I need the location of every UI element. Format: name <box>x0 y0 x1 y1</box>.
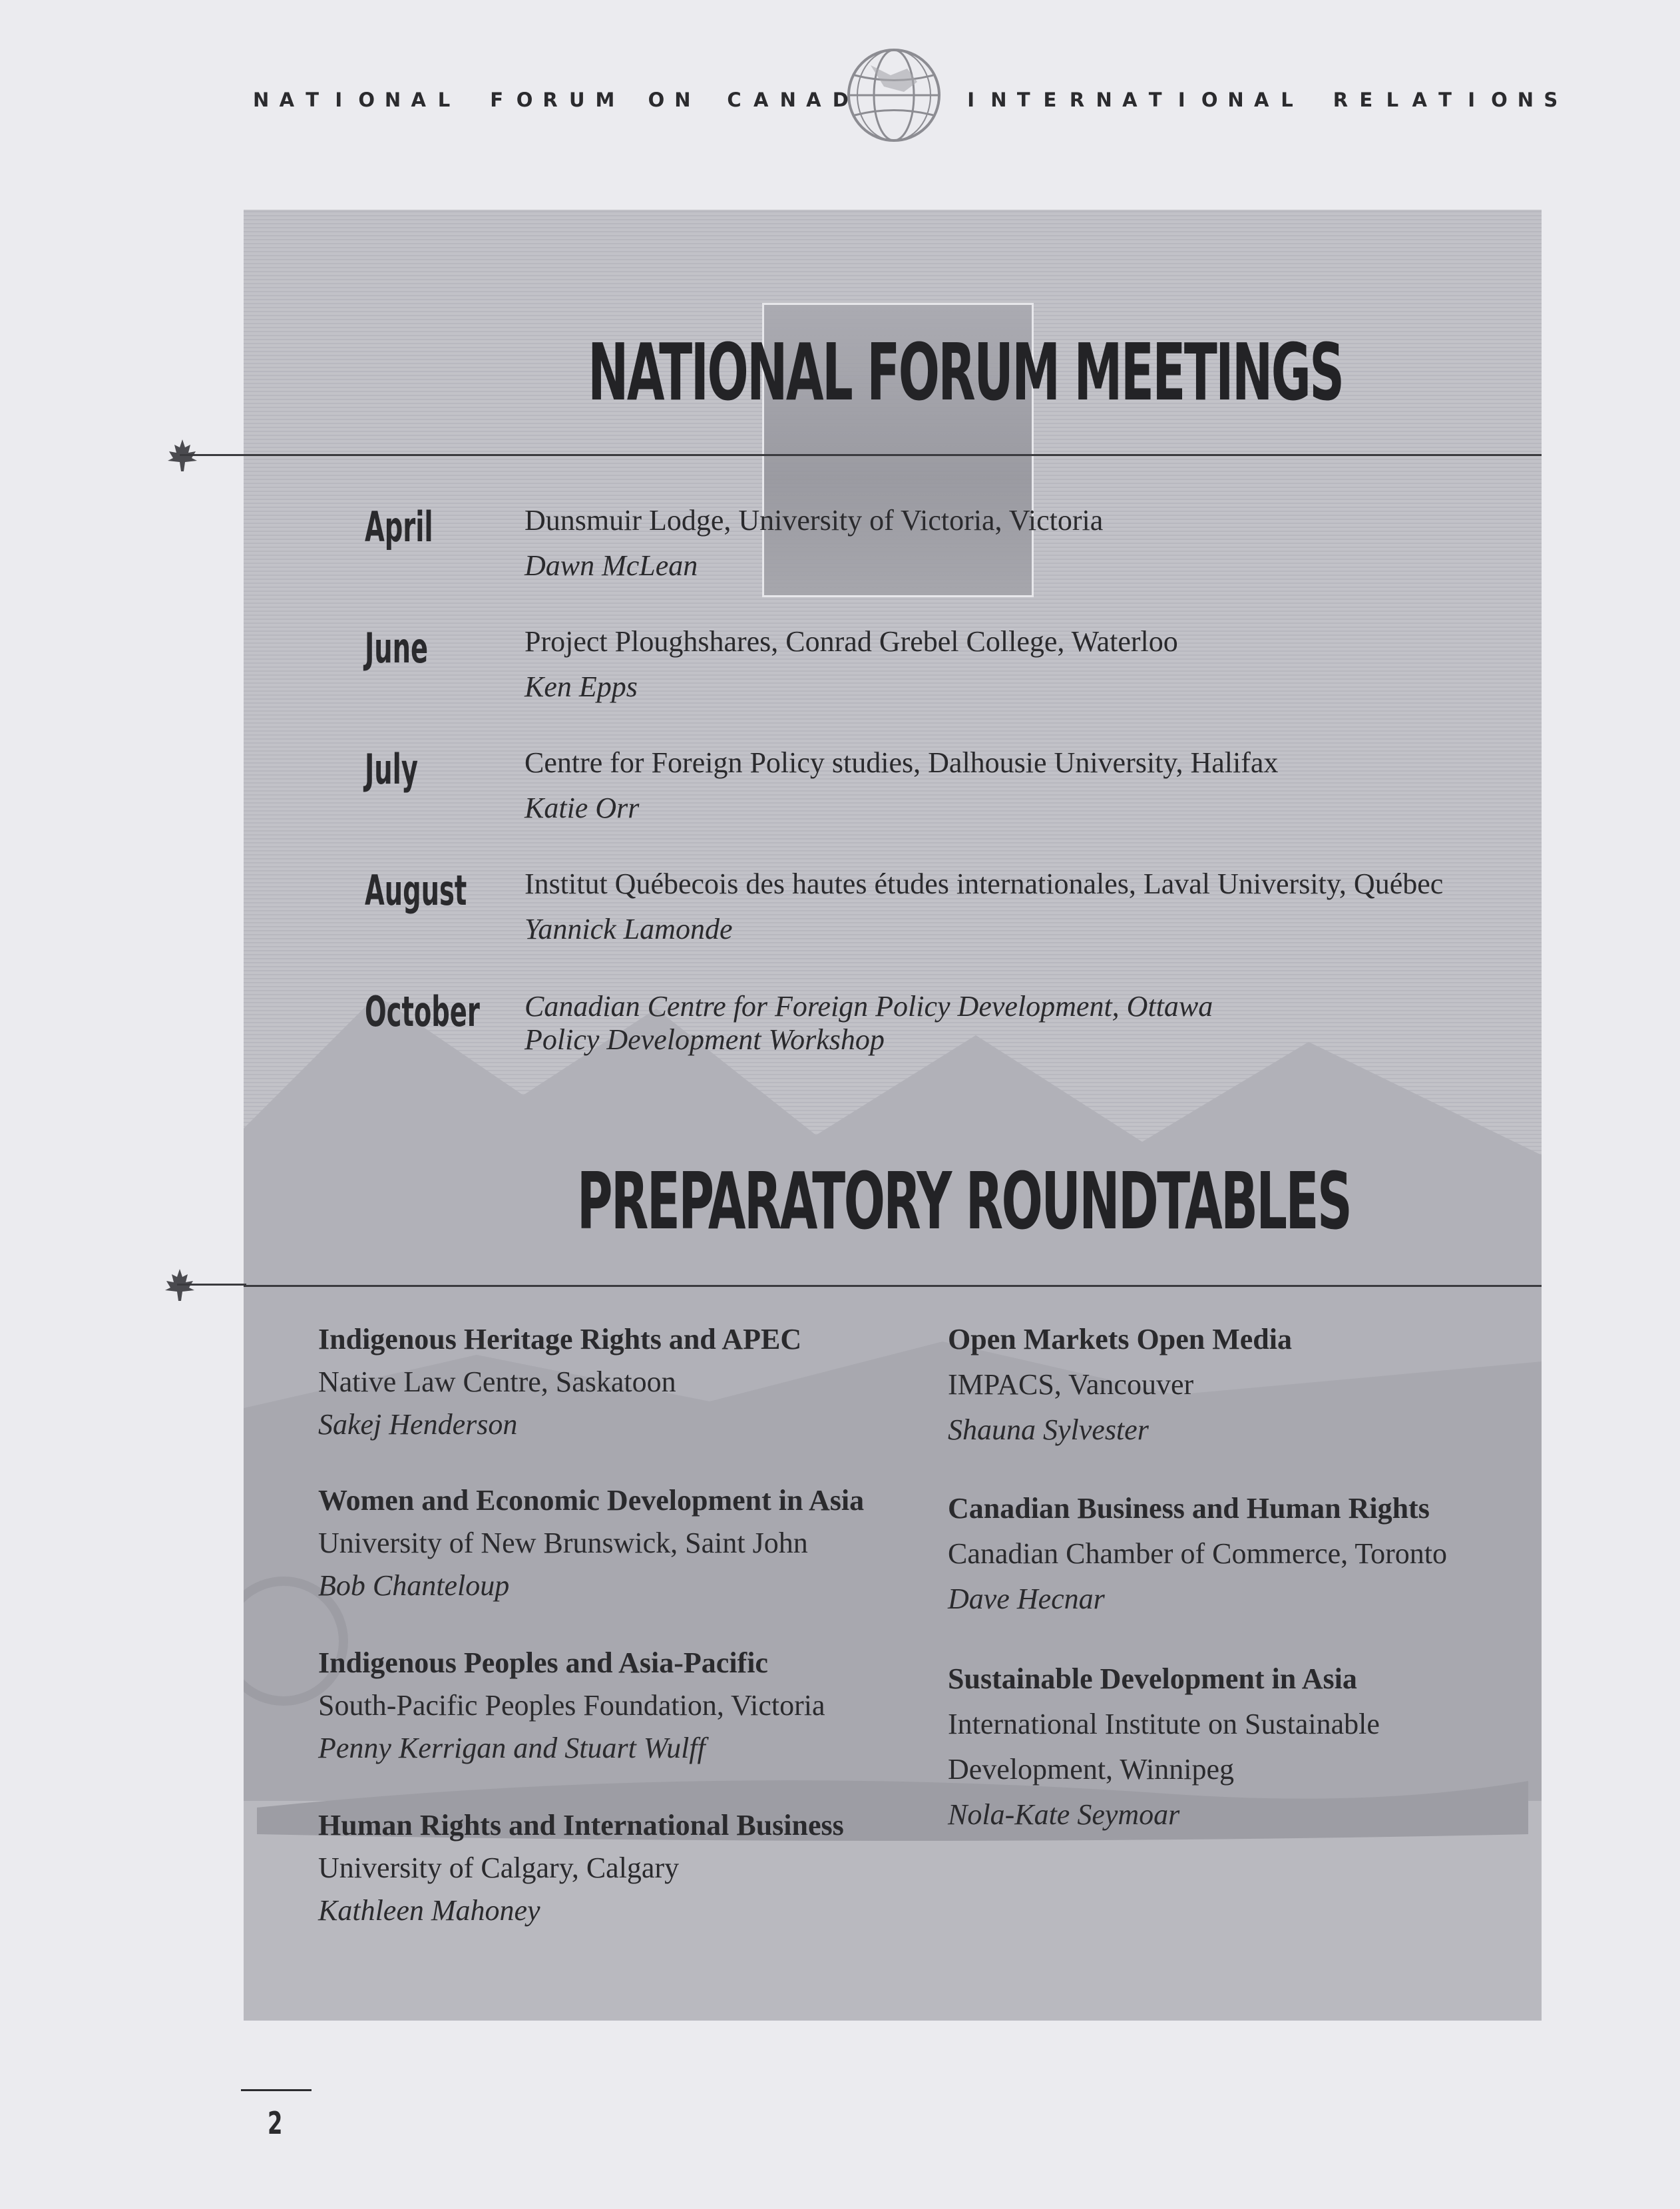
running-header-letter: L <box>1281 89 1293 111</box>
meeting-venue: Centre for Foreign Policy studies, Dalhousie University, Halifax <box>525 746 1279 779</box>
running-header-letter: L <box>437 89 451 111</box>
meetings-title: NATIONAL FORUM MEETINGS <box>588 326 1343 418</box>
meeting-month: April <box>365 503 433 551</box>
running-header-letter: E <box>1359 89 1373 111</box>
meeting-month: August <box>365 866 467 915</box>
meeting-host: Katie Orr <box>525 792 640 824</box>
running-header-letter: L <box>1386 89 1399 111</box>
running-header-letter: O <box>1491 89 1508 111</box>
running-header-letter: N <box>253 89 270 111</box>
running-header-letter: O <box>648 89 665 111</box>
roundtable-host: Kathleen Mahoney <box>318 1894 540 1927</box>
meeting-venue: Dunsmuir Lodge, University of Victoria, Victoria <box>525 504 1104 537</box>
running-header-letter: N <box>1227 89 1244 111</box>
roundtable-organization: University of New Brunswick, Saint John <box>318 1527 808 1559</box>
running-header-letter: O <box>358 89 375 111</box>
running-header-letter: R <box>542 89 558 111</box>
running-header-letter: F <box>490 89 504 111</box>
roundtable-title: Sustainable Development in Asia <box>948 1662 1357 1695</box>
running-header-letter: I <box>967 89 974 111</box>
meeting-month: June <box>365 624 429 672</box>
meeting-venue: Institut Québecois des hautes études internationales, Laval University, Québec <box>525 867 1444 900</box>
page-number: 2 <box>268 2105 283 2141</box>
running-header-letter: N <box>674 89 691 111</box>
running-header-letter: A <box>411 89 426 111</box>
roundtable-title: Indigenous Peoples and Asia-Pacific <box>318 1646 768 1679</box>
running-header-letter <box>701 89 714 111</box>
running-header-letter: I <box>335 89 343 111</box>
globe-logo-icon <box>844 45 944 145</box>
running-header-letter: C <box>727 89 741 111</box>
roundtable-organization: South-Pacific Peoples Foundation, Victoria <box>318 1689 825 1722</box>
running-header-letter: N <box>990 89 1007 111</box>
roundtable-organization: Development, Winnipeg <box>948 1753 1234 1786</box>
section-divider <box>177 1284 246 1286</box>
meeting-month: October <box>365 987 480 1036</box>
roundtable-title: Open Markets Open Media <box>948 1323 1292 1355</box>
running-header-letter: O <box>516 89 533 111</box>
meeting-venue: Project Ploughshares, Conrad Grebel College, Waterloo <box>525 625 1178 658</box>
meeting-month: July <box>365 745 418 794</box>
roundtable-organization: International Institute on Sustainable <box>948 1708 1380 1740</box>
running-header-letter: T <box>1016 89 1030 111</box>
section-divider <box>244 1285 1542 1287</box>
running-header-letter: T <box>1148 89 1162 111</box>
running-header-letter: N <box>1517 89 1534 111</box>
roundtable-host: Nola-Kate Seymoar <box>948 1798 1180 1831</box>
roundtable-title: Human Rights and International Business <box>318 1809 844 1841</box>
section-divider <box>244 454 1542 456</box>
roundtable-organization: University of Calgary, Calgary <box>318 1851 680 1884</box>
section-divider <box>180 454 246 456</box>
running-header-letter: I <box>1177 89 1185 111</box>
running-header-letter: I <box>1468 89 1475 111</box>
running-header-letter <box>464 89 477 111</box>
running-header-letter: R <box>1333 89 1349 111</box>
running-header-letter: A <box>1122 89 1138 111</box>
roundtable-title: Indigenous Heritage Rights and APEC <box>318 1323 802 1355</box>
running-header-letter: A <box>806 89 821 111</box>
meeting-host: Dawn McLean <box>525 549 698 582</box>
running-header-letter: A <box>279 89 295 111</box>
meeting-host: Policy Development Workshop <box>525 1023 885 1056</box>
roundtable-host: Dave Hecnar <box>948 1583 1105 1615</box>
running-header-letter: D <box>832 89 849 111</box>
running-header-letter: T <box>306 89 319 111</box>
running-header-letter: S <box>1544 89 1558 111</box>
meeting-venue: Canadian Centre for Foreign Policy Development, Ottawa <box>525 990 1213 1023</box>
roundtable-host: Bob Chanteloup <box>318 1569 510 1602</box>
roundtable-title: Canadian Business and Human Rights <box>948 1492 1430 1525</box>
running-header-letter <box>1307 89 1320 111</box>
running-header-letter: A <box>1412 89 1427 111</box>
running-header-letter: T <box>1438 89 1452 111</box>
running-header-letter: O <box>1201 89 1218 111</box>
roundtable-host: Penny Kerrigan and Stuart Wulff <box>318 1732 706 1764</box>
running-header-letter: N <box>1096 89 1112 111</box>
running-header-letter: U <box>568 89 585 111</box>
roundtable-host: Sakej Henderson <box>318 1408 518 1441</box>
meeting-host: Yannick Lamonde <box>525 913 733 945</box>
running-header-letter: N <box>384 89 401 111</box>
roundtable-organization: Canadian Chamber of Commerce, Toronto <box>948 1537 1448 1570</box>
footer-rule <box>241 2089 312 2091</box>
running-header-letter: R <box>1069 89 1085 111</box>
meeting-host: Ken Epps <box>525 670 638 703</box>
running-header-letter: E <box>1043 89 1057 111</box>
roundtable-organization: IMPACS, Vancouver <box>948 1368 1194 1401</box>
running-header-letter <box>622 89 635 111</box>
running-header-letter: A <box>753 89 769 111</box>
roundtable-title: Women and Economic Development in Asia <box>318 1484 865 1517</box>
roundtable-organization: Native Law Centre, Saskatoon <box>318 1365 676 1398</box>
running-header-letter: A <box>1253 89 1269 111</box>
running-header-letter: N <box>779 89 796 111</box>
roundtables-title: PREPARATORY ROUNDTABLES <box>576 1155 1351 1247</box>
roundtable-host: Shauna Sylvester <box>948 1413 1149 1446</box>
running-header-letter: M <box>595 89 615 111</box>
